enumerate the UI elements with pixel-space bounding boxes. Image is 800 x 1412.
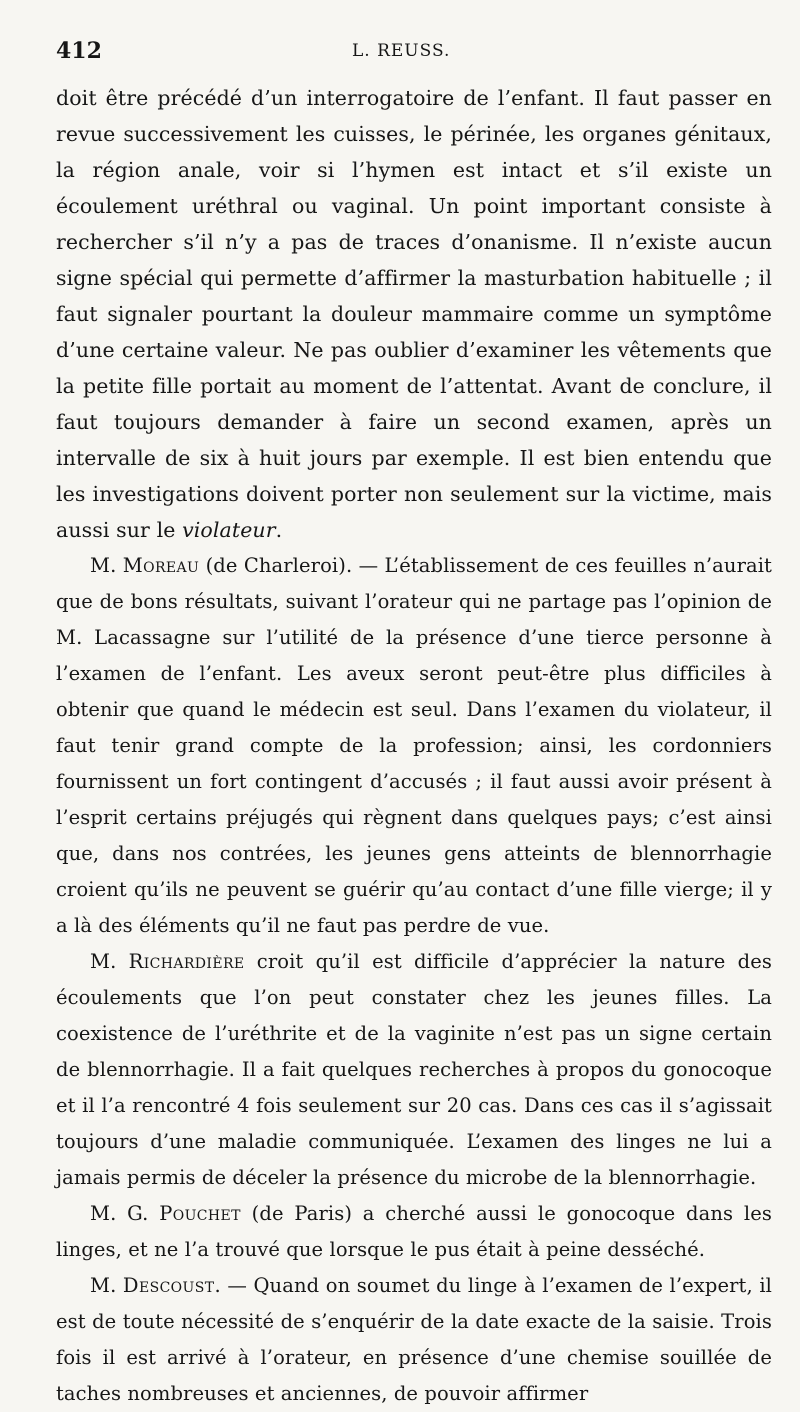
speaker-prefix: M. <box>90 554 123 577</box>
speaker-name: Moreau <box>122 554 200 577</box>
paragraph-continuation <box>56 80 772 548</box>
paragraph-descoust <box>56 1268 772 1412</box>
paragraph-end-punctuation: . <box>275 518 283 542</box>
speaker-prefix: M. <box>90 1274 123 1297</box>
paragraph-pouchet <box>56 1196 772 1268</box>
paragraph-moreau <box>56 548 772 944</box>
speaker-name: Pouchet <box>159 1202 241 1225</box>
speaker-name: Descoust <box>122 1274 215 1297</box>
paragraph-text: (de Paris) a cherché aussi le gonocoque dans les linges, et ne l’a trouvé que lorsque le pus était à peine desséché. <box>56 1202 772 1261</box>
paragraph-text: croit qu’il est difficile d’apprécier la nature des écoulements que l’on peut constater chez les jeunes filles. La coexistence de l’uréthrite et de la vaginite n’est pas un signe certain de blennorrhagie. Il a fait quelques recherches à propos du gonocoque et il l’a rencontré 4 fois seulement sur 20 cas. Dans ces cas il s’agissait toujours d’une maladie communiquée. L’examen des linges ne lui a jamais permis de déceler la présence du microbe de la blennorrhagie. <box>56 950 772 1189</box>
speaker-name: Richardière <box>128 950 245 973</box>
paragraph-text: . — Quand on soumet du linge à l’examen de l’expert, il est de toute nécessité de s’enquérir de la date exacte de la saisie. Trois fois il est arrivé à l’orateur, en présence d’une chemise souillée de taches nombreuses et anciennes, de pouvoir affirmer <box>56 1274 772 1405</box>
body-text <box>56 80 772 1412</box>
paragraph-text: (de Charleroi). — L’établissement de ces feuilles n’aurait que de bons résultats, suivant l’orateur qui ne partage pas l’opinion de M. Lacassagne sur l’utilité de la présence d’une tierce personne à l’examen de l’enfant. Les aveux seront peut-être plus difficiles à obtenir que quand le médecin est seul. Dans l’examen du violateur, il faut tenir grand compte de la profession; ainsi, les cordonniers fournissent un fort contingent d’accusés ; il faut aussi avoir présent à l’esprit certains préjugés qui règnent dans quelques pays; c’est ainsi que, dans nos contrées, les jeunes gens atteints de blennorrhagie croient qu’ils ne peuvent se guérir qu’au contact d’une fille vierge; il y a là des éléments qu’il ne faut pas perdre de vue. <box>56 554 772 937</box>
speaker-prefix: M. G. <box>90 1202 160 1225</box>
paragraph-richardiere <box>56 944 772 1196</box>
page-header <box>56 38 772 72</box>
emphasized-word: violateur <box>182 518 276 542</box>
speaker-prefix: M. <box>90 950 129 973</box>
running-head: L. REUSS. <box>352 41 451 61</box>
paragraph-text: doit être précédé d’un interrogatoire de l’enfant. Il faut passer en revue successivement les cuisses, le périnée, les organes génitaux, la région anale, voir si l’hymen est intact et s’il existe un écoulement uréthral ou vaginal. Un point important consiste à rechercher s’il n’y a pas de traces d’onanisme. Il n’existe aucun signe spécial qui permette d’affirmer la masturbation habituelle ; il faut signaler pourtant la douleur mammaire comme un symptôme d’une certaine valeur. Ne pas oublier d’examiner les vêtements que la petite fille portait au moment de l’attentat. Avant de conclure, il faut toujours demander à faire un second examen, après un intervalle de six à huit jours par exemple. Il est bien entendu que les investigations doivent porter non seulement sur la victime, mais aussi sur le <box>56 86 772 542</box>
page-number: 412 <box>56 38 102 64</box>
